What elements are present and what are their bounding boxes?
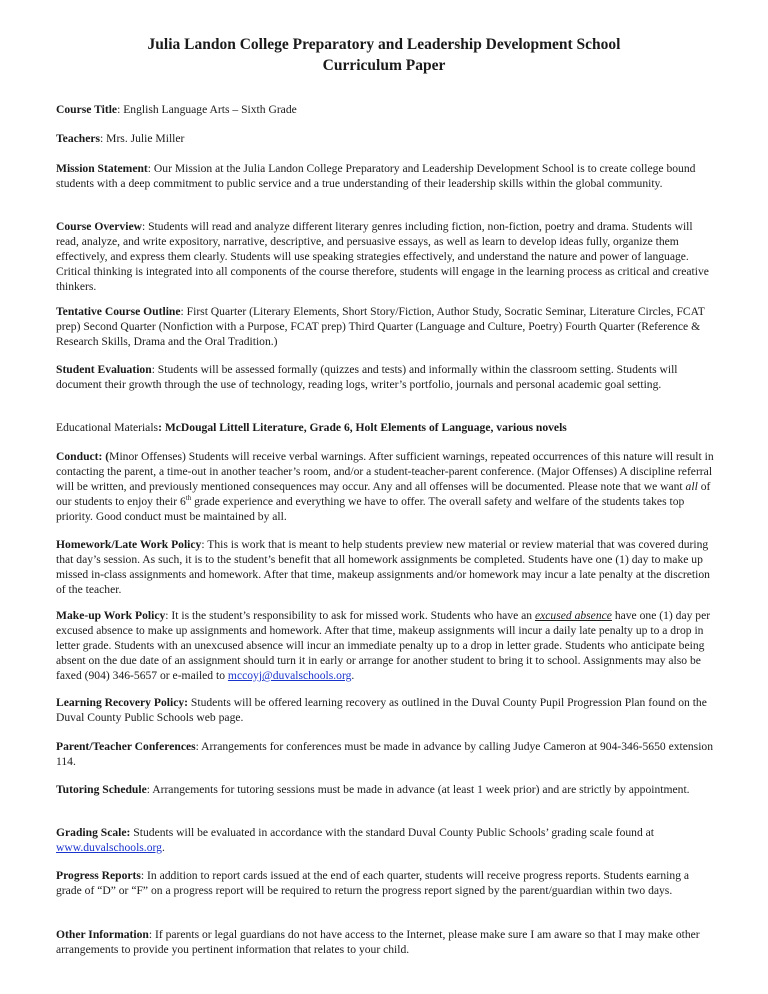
grading-section xyxy=(56,825,716,855)
recovery-section xyxy=(56,695,716,725)
teachers-value: : Mrs. Julie Miller xyxy=(100,132,185,145)
conferences-label: Parent/Teacher Conferences xyxy=(56,740,196,753)
grading-link[interactable]: www.duvalschools.org xyxy=(56,841,162,854)
document-title: Curriculum Paper xyxy=(322,57,446,74)
tutoring-label: Tutoring Schedule xyxy=(56,783,147,796)
conduct-text-1: Minor Offenses) Students will receive verbal warnings. After sufficient warnings, repeated occurrences of this nature will result in contacting the parent, a time-out in another teacher’s room, and/or a student-teacher-parent conference. (Major Offenses) A discipline referral will be written, and previously mentioned consequences may occur. Any and all offenses will be documented. Please note that we want xyxy=(56,450,714,493)
makeup-text-3: . xyxy=(351,669,355,682)
overview-text: : Students will read and analyze different literary genres including fiction, non-fiction, poetry and drama. Students will read, analyze, and write expository, narrative, descriptive, and persuasive essays, as well as learn to develop ideas fully, organize them effectively, and express them clearly. Students will use speaking strategies effectively, and understand the nature and power of language. Critical thinking is integrated into all components of the course therefore, students will engage in the learning process as critical and creative thinkers. xyxy=(56,220,709,293)
course-title-value: : English Language Arts – Sixth Grade xyxy=(117,103,297,116)
makeup-label: Make-up Work Policy xyxy=(56,609,166,622)
other-label: Other Information xyxy=(56,928,149,941)
grading-text-2: . xyxy=(161,841,165,854)
materials-value: : McDougal Littell Literature, Grade 6, Holt Elements of Language, various novels xyxy=(158,421,567,434)
grading-label: Grading Scale: xyxy=(56,826,131,839)
evaluation-text: : Students will be assessed formally (quizzes and tests) and informally within the classroom setting. Students will document their growth through the use of technology, reading logs, writer’s portfolio, journals and personal academic goal setting. xyxy=(56,363,678,391)
evaluation-section xyxy=(56,362,716,392)
recovery-text: Students will be offered learning recovery as outlined in the Duval County Pupil Progression Plan found on the Duval County Public Schools web page. xyxy=(56,696,707,724)
makeup-text-1: : It is the student’s responsibility to ask for missed work. Students who have an xyxy=(165,609,535,622)
overview-section xyxy=(56,219,716,294)
grading-text: Students will be evaluated in accordance with the standard Duval County Public Schools’ grading scale found at xyxy=(130,826,655,839)
outline-section xyxy=(56,304,716,349)
teachers-label: Teachers xyxy=(56,132,101,145)
outline-label: Tentative Course Outline xyxy=(56,305,181,318)
conduct-superscript: th xyxy=(185,494,192,503)
conduct-text-2: of our students to enjoy their 6 xyxy=(56,480,711,508)
tutoring-section xyxy=(56,782,716,797)
conduct-emphasis: all xyxy=(685,480,698,493)
school-title: Julia Landon College Preparatory and Leadership Development School xyxy=(147,36,621,53)
conferences-text: : Arrangements for conferences must be made in advance by calling Judye Cameron at 904-346-5650 extension 114. xyxy=(56,740,714,768)
evaluation-label: Student Evaluation xyxy=(56,363,152,376)
course-title-label: Course Title xyxy=(56,103,118,116)
conduct-section xyxy=(56,449,716,524)
course-title-section xyxy=(56,102,716,117)
homework-label: Homework/Late Work Policy xyxy=(56,538,202,551)
makeup-text-2: have one (1) day per excused absence to make up assignments and homework. After that time, makeup assignments will incur a daily late penalty up to a drop in letter grade. Students with an unexcused absence will incur an immediate penalty up to a drop in letter grade. Students who anticipate being absent on the due date of an assignment should turn it in early or arrange for another student to bring it to school. Assignments may also be faxed (904) 346-5657 or e-mailed to xyxy=(56,609,711,682)
teachers-section xyxy=(56,131,716,146)
makeup-email-link[interactable]: mccoyj@duvalschools.org xyxy=(227,669,352,682)
overview-label: Course Overview xyxy=(56,220,142,233)
conduct-label: Conduct: ( xyxy=(56,450,110,463)
progress-text: : In addition to report cards issued at the end of each quarter, students will receive progress reports. Students earning a grade of “D” or “F” on a progress report will be required to return the progress report signed by the parent/guardian within two days. xyxy=(56,869,690,897)
recovery-label: Learning Recovery Policy: xyxy=(56,696,189,709)
other-text: : If parents or legal guardians do not have access to the Internet, please make sure I am aware so that I may make other arrangements to provide you pertinent information that relates to your child. xyxy=(56,928,700,956)
mission-text: : Our Mission at the Julia Landon College Preparatory and Leadership Development School is to create college bound students with a deep commitment to public service and a true understanding of their leadership skills within the global community. xyxy=(56,162,696,190)
conduct-text-3: grade experience and everything we have to offer. The overall safety and welfare of the students takes top priority. Good conduct must be maintained by all. xyxy=(56,495,685,523)
makeup-section xyxy=(56,608,716,683)
progress-label: Progress Reports xyxy=(56,869,141,882)
tutoring-text: : Arrangements for tutoring sessions must be made in advance (at least 1 week prior) and are strictly by appointment. xyxy=(146,783,690,796)
mission-section xyxy=(56,161,716,191)
materials-label: Educational Materials xyxy=(56,421,159,434)
conferences-section xyxy=(56,739,716,769)
makeup-emphasis: excused absence xyxy=(534,609,612,622)
progress-section xyxy=(56,868,716,898)
homework-text: : This is work that is meant to help students preview new material or review material that was covered during that day’s session. As such, it is to the student’s benefit that all homework assignments be completed. Students have one (1) day to make up missed in-class assignments and homework. After that time, makeup assignments and/or homework may incur a late penalty at the discretion of the teacher. xyxy=(56,538,710,596)
materials-section xyxy=(56,420,716,435)
homework-section xyxy=(56,537,716,597)
mission-label: Mission Statement xyxy=(56,162,148,175)
other-section xyxy=(56,927,716,957)
outline-text: : First Quarter (Literary Elements, Short Story/Fiction, Author Study, Socratic Seminar, Literature Circles, FCAT prep) Second Quarter (Nonfiction with a Purpose, FCAT prep) Third Quarter (Language and Culture, Poetry) Fourth Quarter (Reference & Research Skills, Drama and the Oral Tradition.) xyxy=(56,305,705,348)
